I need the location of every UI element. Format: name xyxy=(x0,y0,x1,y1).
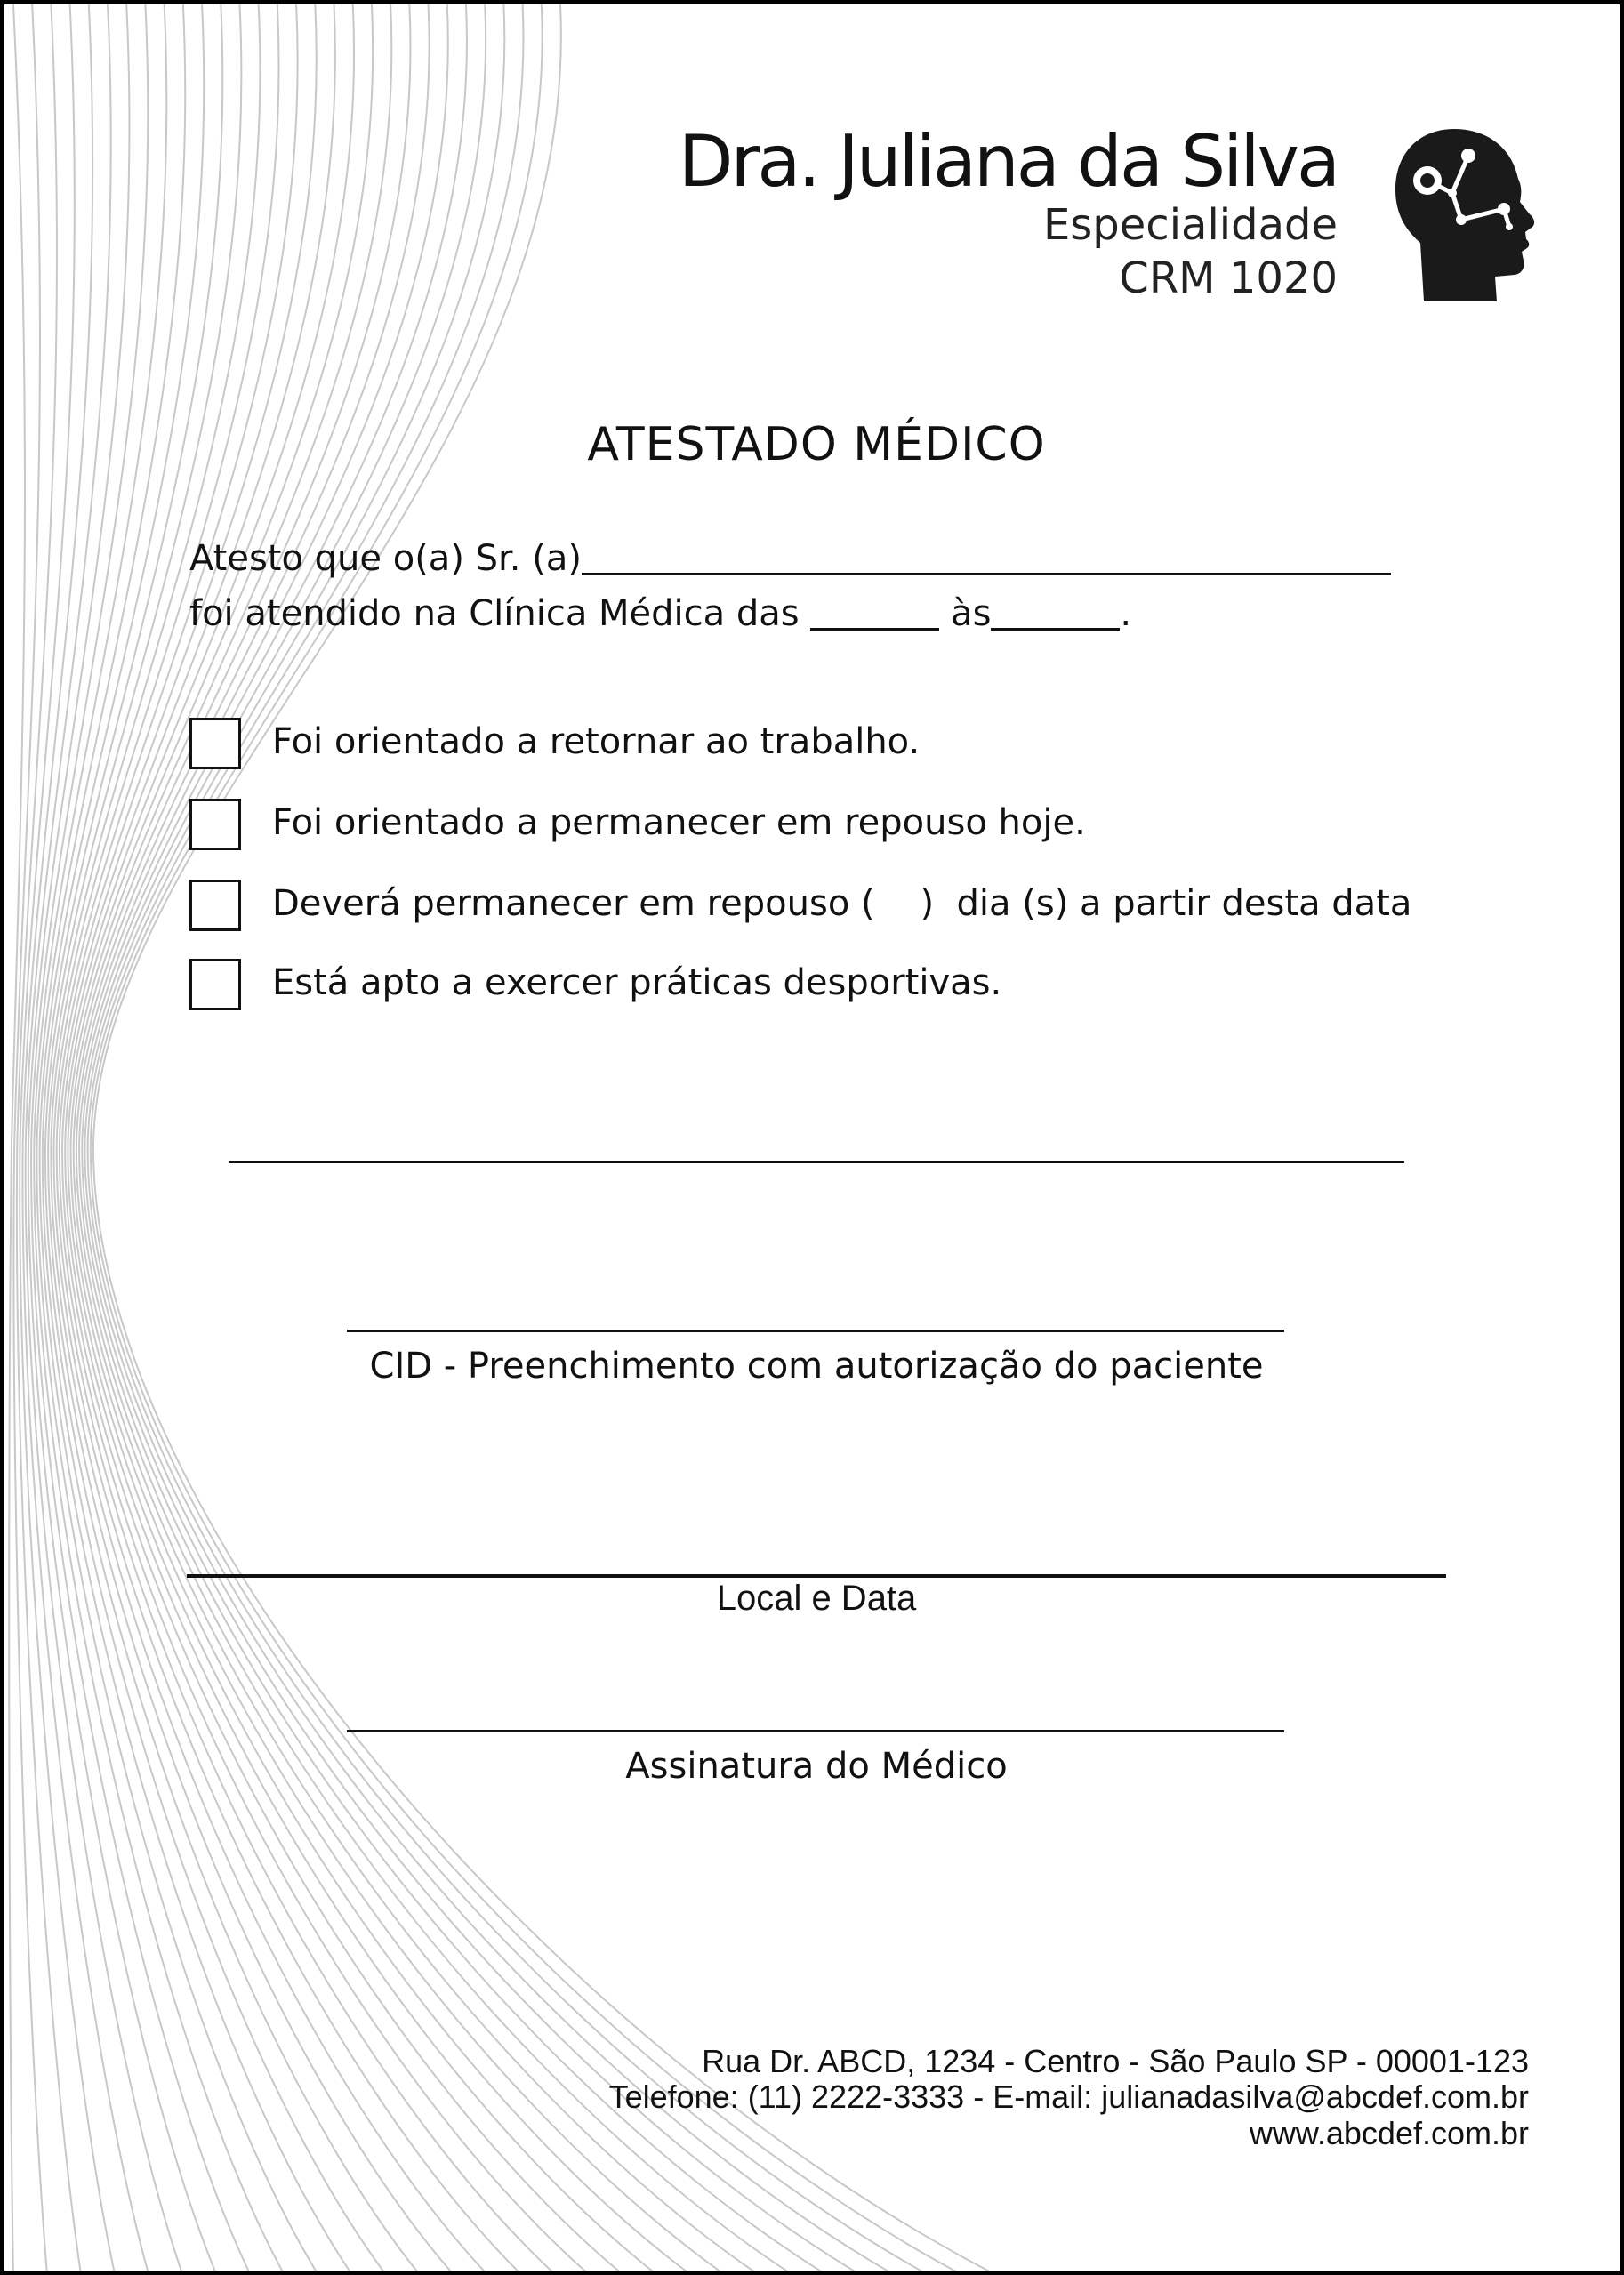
option-label: Foi orientado a permanecer em repouso hoje. xyxy=(272,802,1086,843)
checkbox[interactable] xyxy=(189,799,241,850)
option-label: Está apto a exercer práticas desportivas. xyxy=(272,962,1002,1003)
wave-line xyxy=(93,4,1005,2275)
checkbox[interactable] xyxy=(189,718,241,769)
doctor-name: Dra. Juliana da Silva xyxy=(678,120,1338,203)
cid-write-line[interactable] xyxy=(229,1161,1404,1163)
wave-line xyxy=(79,4,834,2275)
background-wave-lines xyxy=(4,4,1624,2275)
attendance-end: . xyxy=(1120,593,1132,634)
footer-contact: Telefone: (11) 2222-3333 - E-mail: julianadasilva@abcdef.com.br xyxy=(608,2078,1529,2115)
time-start-field[interactable] xyxy=(810,594,939,631)
time-end-field[interactable] xyxy=(991,594,1120,631)
wave-line xyxy=(22,4,149,2275)
attendance-time-line xyxy=(189,593,1131,634)
doctor-specialty: Especialidade xyxy=(1042,200,1338,250)
local-date-caption: Local e Data xyxy=(716,1579,917,1618)
footer-website: www.abcdef.com.br xyxy=(1249,2115,1529,2151)
signature-line[interactable] xyxy=(347,1730,1284,1732)
wave-line xyxy=(26,4,185,2275)
option-label: Deverá permanecer em repouso ( ) dia (s) a partir desta data xyxy=(272,883,1412,924)
cid-field-line[interactable] xyxy=(347,1330,1284,1332)
checkbox[interactable] xyxy=(189,880,241,931)
head-network-icon xyxy=(1392,127,1543,305)
checkbox[interactable] xyxy=(189,959,241,1010)
wave-line xyxy=(74,4,766,2275)
patient-name-field[interactable] xyxy=(582,539,1391,575)
wave-line xyxy=(91,4,971,2275)
signature-caption: Assinatura do Médico xyxy=(625,1746,1008,1787)
document-title: ATESTADO MÉDICO xyxy=(587,418,1046,471)
local-date-line[interactable] xyxy=(187,1574,1446,1578)
wave-line xyxy=(57,4,560,2275)
wave-line xyxy=(48,4,458,2275)
option-label: Foi orientado a retornar ao trabalho. xyxy=(272,721,921,762)
wave-line xyxy=(68,4,697,2275)
footer-address: Rua Dr. ABCD, 1234 - Centro - São Paulo SP - 00001-123 xyxy=(702,2043,1529,2079)
cid-caption: CID - Preenchimento com autorização do paciente xyxy=(369,1346,1264,1387)
wave-line xyxy=(43,4,390,2275)
wave-line xyxy=(84,4,902,2275)
wave-line xyxy=(60,4,595,2275)
attendance-middle: às xyxy=(951,593,992,634)
patient-name-line xyxy=(189,538,1391,579)
wave-line xyxy=(54,4,527,2275)
wave-line xyxy=(45,4,423,2275)
wave-line xyxy=(88,4,937,2275)
attendance-prefix: foi atendido na Clínica Médica das xyxy=(189,593,800,634)
doctor-crm: CRM 1020 xyxy=(1119,253,1338,303)
patient-name-prefix: Atesto que o(a) Sr. (a) xyxy=(189,538,582,579)
